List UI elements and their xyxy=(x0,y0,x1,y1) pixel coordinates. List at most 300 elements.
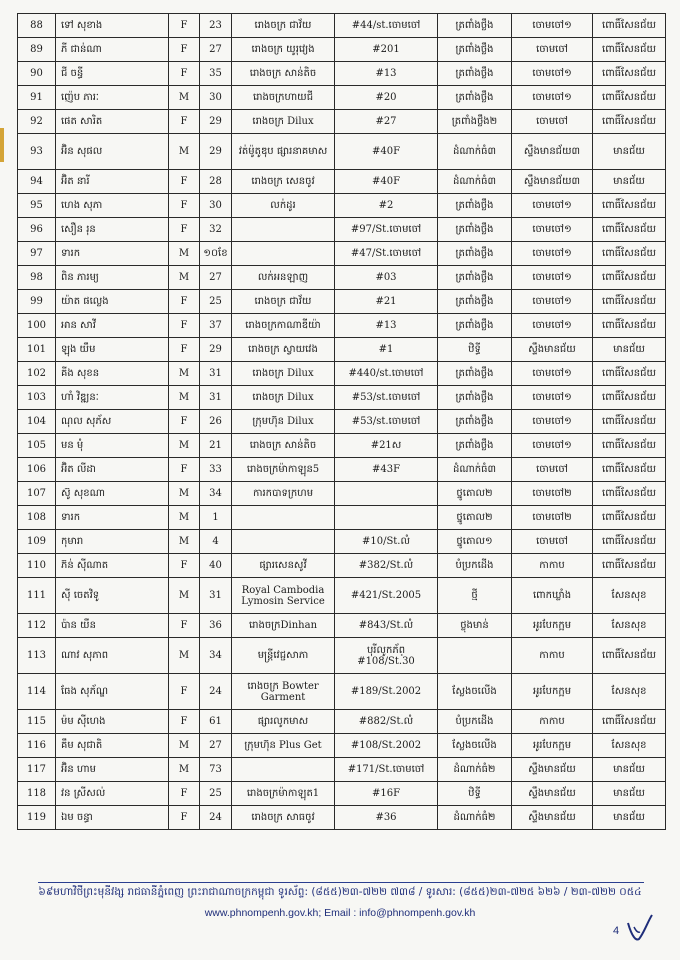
cell-district: ពោធិ៍សែនជ័យ xyxy=(593,86,666,110)
cell-address: #36 xyxy=(335,806,438,830)
cell-district: មានជ័យ xyxy=(593,782,666,806)
cell-commune: ស្ទឹងមានជ័យ xyxy=(512,806,593,830)
cell-name: ពិន ភារម្យ xyxy=(56,266,169,290)
cell-name: ណាវ សុភាព xyxy=(56,638,169,674)
table-row xyxy=(18,674,666,710)
cell-name: ប៉ាន យឺន xyxy=(56,614,169,638)
cell-village: ត្រពាំងថ្លឹង xyxy=(438,86,512,110)
cell-district: មានជ័យ xyxy=(593,758,666,782)
cell-village: ថ្នូតោល២ xyxy=(438,482,512,506)
table-row xyxy=(18,194,666,218)
cell-district: ពោធិ៍សែនជ័យ xyxy=(593,218,666,242)
cell-age: 30 xyxy=(200,194,232,218)
cell-address: #2 xyxy=(335,194,438,218)
table-row xyxy=(18,38,666,62)
cell-village: ថ្នូតោល២ xyxy=(438,506,512,530)
table-row xyxy=(18,86,666,110)
cell-name: គឹម សុជាតិ xyxy=(56,734,169,758)
page-number: 4 xyxy=(613,925,620,937)
cell-name: ញ៉េប ភារៈ xyxy=(56,86,169,110)
cell-age: 34 xyxy=(200,482,232,506)
cell-workplace: រោងចក្រម៉ាកាឡុត1 xyxy=(232,782,335,806)
table-row xyxy=(18,458,666,482)
cell-district: ពោធិ៍សែនជ័យ xyxy=(593,482,666,506)
cell-village: ត្រពាំងថ្លឹង xyxy=(438,266,512,290)
cell-village: ថ្មី xyxy=(438,578,512,614)
cell-address: #189/St.2002 xyxy=(335,674,438,710)
table-row xyxy=(18,314,666,338)
cell-sex: M xyxy=(169,734,200,758)
cell-age: 32 xyxy=(200,218,232,242)
table-row xyxy=(18,638,666,674)
cell-address: #171/St.ចោមចៅ xyxy=(335,758,438,782)
cell-name: ភី ជាន់ណា xyxy=(56,38,169,62)
cell-district: ពោធិ៍សែនជ័យ xyxy=(593,434,666,458)
table-row xyxy=(18,614,666,638)
cell-workplace: រោងចក្រកាណាឌីយ៉ា xyxy=(232,314,335,338)
cell-age: ១០ខែ xyxy=(200,242,232,266)
cell-district: ពោធិ៍សែនជ័យ xyxy=(593,710,666,734)
cell-workplace: រោងចក្រ សេនចូវ xyxy=(232,170,335,194)
cell-number: 91 xyxy=(18,86,56,110)
cell-age: 34 xyxy=(200,638,232,674)
cell-commune: ចោមចៅ១ xyxy=(512,290,593,314)
cell-age: 29 xyxy=(200,134,232,170)
cell-workplace xyxy=(232,218,335,242)
cell-workplace: លក់ដូរ xyxy=(232,194,335,218)
cell-name: ផេត សារិត xyxy=(56,110,169,134)
cell-address: #10/St.លំ xyxy=(335,530,438,554)
cell-number: 95 xyxy=(18,194,56,218)
cell-age: 27 xyxy=(200,266,232,290)
cell-sex: F xyxy=(169,38,200,62)
cell-age: 28 xyxy=(200,170,232,194)
cell-district: ពោធិ៍សែនជ័យ xyxy=(593,386,666,410)
cell-district: មានជ័យ xyxy=(593,806,666,830)
cell-address: #843/St.លំ xyxy=(335,614,438,638)
cell-commune: ចោមចៅ xyxy=(512,110,593,134)
cell-sex: F xyxy=(169,218,200,242)
cell-sex: F xyxy=(169,782,200,806)
cell-sex: M xyxy=(169,578,200,614)
cell-age: 23 xyxy=(200,14,232,38)
cell-address: #201 xyxy=(335,38,438,62)
cell-workplace: មន្ត្រីវេជ្ជសាភា xyxy=(232,638,335,674)
cell-district: ពោធិ៍សែនជ័យ xyxy=(593,62,666,86)
cell-address: #53/st.ចោមចៅ xyxy=(335,386,438,410)
cell-number: 97 xyxy=(18,242,56,266)
cell-commune: ចោមចៅ១ xyxy=(512,386,593,410)
cell-sex: F xyxy=(169,338,200,362)
table-row xyxy=(18,290,666,314)
cell-age: 61 xyxy=(200,710,232,734)
cell-age: 30 xyxy=(200,86,232,110)
table-row xyxy=(18,62,666,86)
cell-number: 104 xyxy=(18,410,56,434)
cell-commune: ចោមចៅ១ xyxy=(512,362,593,386)
cell-age: 33 xyxy=(200,458,232,482)
cell-name: ធែង សុភ័ណ្ឌ xyxy=(56,674,169,710)
cell-village: ស្លែងចលើង xyxy=(438,674,512,710)
cell-workplace: រោងចក្រ យូរុវ្យេង xyxy=(232,38,335,62)
cell-name: មន មុំ xyxy=(56,434,169,458)
cell-commune: ចោមចៅ១ xyxy=(512,194,593,218)
cell-number: 88 xyxy=(18,14,56,38)
cell-name: ទារក xyxy=(56,242,169,266)
cell-number: 116 xyxy=(18,734,56,758)
cell-village: ដំណាក់ធំ២ xyxy=(438,806,512,830)
cell-name: អ៊ិន ហាម xyxy=(56,758,169,782)
cell-commune: ចោមចៅ១ xyxy=(512,314,593,338)
cell-name: សឿន រុន xyxy=(56,218,169,242)
cell-commune: ស្ទឹងមានជ័យ xyxy=(512,758,593,782)
cell-commune: ស្ទឹងមានជ័យ៣ xyxy=(512,170,593,194)
cell-village: ត្រពាំងថ្លឹង xyxy=(438,410,512,434)
cell-sex: M xyxy=(169,386,200,410)
cell-age: 36 xyxy=(200,614,232,638)
cell-village: ត្រពាំងថ្លឹង xyxy=(438,194,512,218)
cell-village: ត្រពាំងថ្លឹង xyxy=(438,362,512,386)
cell-commune: ចោមចៅ១ xyxy=(512,86,593,110)
footer-address: ៦៩មហាវិថីព្រះមុនីវង្ស រាជធានីភ្នំពេញ ព្រះរាជាណាចក្រកម្ពុជា ទូរស័ព្ទ: (៨៥៥)២៣-៧២២ ៧៣៨ / ទូរសារ: (៨៥៥)២៣-៧២៥ ៦២៦ / ២៣-៧២២ ០៥៤ xyxy=(38,886,642,898)
cell-sex: F xyxy=(169,194,200,218)
cell-district: ពោធិ៍សែនជ័យ xyxy=(593,110,666,134)
table-row xyxy=(18,386,666,410)
cell-commune: ចោមចៅ១ xyxy=(512,242,593,266)
cell-number: 119 xyxy=(18,806,56,830)
cell-sex: F xyxy=(169,110,200,134)
cell-workplace: រោងចក្រ Dilux xyxy=(232,362,335,386)
cell-number: 109 xyxy=(18,530,56,554)
cell-age: 31 xyxy=(200,362,232,386)
cell-age: 73 xyxy=(200,758,232,782)
cell-age: 35 xyxy=(200,62,232,86)
cell-workplace: រោងចក្រ ជាវ័យ xyxy=(232,290,335,314)
cell-village: ដំណាក់ធំ៣ xyxy=(438,170,512,194)
cell-number: 99 xyxy=(18,290,56,314)
cell-workplace: Royal Cambodia Lymosin Service xyxy=(232,578,335,614)
cell-workplace xyxy=(232,242,335,266)
cell-sex: M xyxy=(169,86,200,110)
cell-district: មានជ័យ xyxy=(593,170,666,194)
cell-address: #20 xyxy=(335,86,438,110)
cell-village: ត្រពាំងថ្លឹង xyxy=(438,14,512,38)
cell-sex: M xyxy=(169,758,200,782)
cell-name: ទារក xyxy=(56,506,169,530)
cell-commune: ចោមចៅ១ xyxy=(512,266,593,290)
cell-workplace: រោងចក្រ សាន់តិច xyxy=(232,62,335,86)
cell-name: ឡុង យឹម xyxy=(56,338,169,362)
cell-workplace: រោងចក្រ Dilux xyxy=(232,110,335,134)
cell-age: 29 xyxy=(200,338,232,362)
cell-name: វន ស្រីសល់ xyxy=(56,782,169,806)
cell-commune: ចោមចៅ១ xyxy=(512,434,593,458)
cell-name: ស៊ី ចេតវិទូ xyxy=(56,578,169,614)
table-row xyxy=(18,506,666,530)
cell-name: អ៊ិត លីដា xyxy=(56,458,169,482)
cell-name: កុមារា xyxy=(56,530,169,554)
cell-sex: F xyxy=(169,458,200,482)
cell-workplace: រោងចក្រ Bowter Garment xyxy=(232,674,335,710)
cell-address: #13 xyxy=(335,314,438,338)
cell-workplace: រោងចក្រ Dilux xyxy=(232,386,335,410)
cell-number: 96 xyxy=(18,218,56,242)
cell-sex: F xyxy=(169,674,200,710)
cell-commune: កាកាប xyxy=(512,638,593,674)
cell-workplace xyxy=(232,758,335,782)
table-row xyxy=(18,782,666,806)
table-row xyxy=(18,170,666,194)
cell-workplace xyxy=(232,530,335,554)
cell-address: #1 xyxy=(335,338,438,362)
signature-mark xyxy=(624,913,654,945)
cell-number: 100 xyxy=(18,314,56,338)
cell-name: យ៉ាត ផល្លេង xyxy=(56,290,169,314)
cell-commune: អូរបែកក្អម xyxy=(512,674,593,710)
cell-village xyxy=(438,638,512,674)
cell-sex: F xyxy=(169,290,200,314)
cell-village: បំប្រកដើង xyxy=(438,710,512,734)
cell-name: ទៅ សុខាង xyxy=(56,14,169,38)
cell-workplace: ក្រុមហ៊ុន Dilux xyxy=(232,410,335,434)
cell-sex: F xyxy=(169,62,200,86)
cell-district: សែនសុខ xyxy=(593,578,666,614)
cell-village: ត្រពាំងថ្លឹង xyxy=(438,218,512,242)
table-row xyxy=(18,134,666,170)
margin-mark xyxy=(0,128,4,162)
footer-contact: www.phnompenh.gov.kh; Email : info@phnompenh.gov.kh xyxy=(204,907,476,919)
cell-age: 21 xyxy=(200,434,232,458)
cell-sex: F xyxy=(169,614,200,638)
cell-number: 111 xyxy=(18,578,56,614)
table-row xyxy=(18,710,666,734)
cell-sex: M xyxy=(169,242,200,266)
cell-sex: F xyxy=(169,710,200,734)
cell-district: សែនសុខ xyxy=(593,674,666,710)
cell-age: 31 xyxy=(200,386,232,410)
cell-sex: M xyxy=(169,638,200,674)
table-row xyxy=(18,482,666,506)
cell-number: 90 xyxy=(18,62,56,86)
cell-sex: M xyxy=(169,530,200,554)
case-roster-table xyxy=(17,13,666,830)
cell-address: #21 xyxy=(335,290,438,314)
table-row xyxy=(18,578,666,614)
cell-name: ជី ចន្ធី xyxy=(56,62,169,86)
cell-sex: F xyxy=(169,14,200,38)
cell-village: ត្រពាំងថ្លឹង xyxy=(438,386,512,410)
cell-address: #40F xyxy=(335,170,438,194)
cell-age: 24 xyxy=(200,806,232,830)
cell-workplace: រោងចក្រ សាធចូវ xyxy=(232,806,335,830)
cell-workplace: ក្រុមហ៊ុន Plus Get xyxy=(232,734,335,758)
cell-district: ពោធិ៍សែនជ័យ xyxy=(593,266,666,290)
cell-village: ថ្លុងមាន់ xyxy=(438,614,512,638)
cell-number: 112 xyxy=(18,614,56,638)
cell-number: 105 xyxy=(18,434,56,458)
cell-number: 94 xyxy=(18,170,56,194)
cell-age: 40 xyxy=(200,554,232,578)
cell-workplace: វត់ម៉ូតូឌុប ផ្សារនាគមាស xyxy=(232,134,335,170)
cell-number: 115 xyxy=(18,710,56,734)
cell-name: ណុល សុភ័ស xyxy=(56,410,169,434)
cell-commune: ចោមចៅ xyxy=(512,38,593,62)
cell-address: #97/St.ចោមចៅ xyxy=(335,218,438,242)
cell-village: ដំណាក់ធំ២ xyxy=(438,758,512,782)
table-row xyxy=(18,362,666,386)
cell-address: #03 xyxy=(335,266,438,290)
cell-age: 1 xyxy=(200,506,232,530)
cell-commune: ចោមចៅ១ xyxy=(512,62,593,86)
cell-age: 24 xyxy=(200,674,232,710)
cell-number: 89 xyxy=(18,38,56,62)
cell-age: 4 xyxy=(200,530,232,554)
cell-district: ពោធិ៍សែនជ័យ xyxy=(593,530,666,554)
cell-workplace: លក់អនឡាញ xyxy=(232,266,335,290)
cell-address: #53/st.ចោមចៅ xyxy=(335,410,438,434)
cell-district: ពោធិ៍សែនជ័យ xyxy=(593,506,666,530)
cell-address: #421/St.2005 xyxy=(335,578,438,614)
cell-district: ពោធិ៍សែនជ័យ xyxy=(593,410,666,434)
cell-number: 92 xyxy=(18,110,56,134)
roster-body xyxy=(18,14,666,830)
cell-address: #13 xyxy=(335,62,438,86)
cell-commune: ពោកឃ្លាំង xyxy=(512,578,593,614)
cell-district: ពោធិ៍សែនជ័យ xyxy=(593,194,666,218)
cell-name: អ៊ិត នារី xyxy=(56,170,169,194)
cell-age: 25 xyxy=(200,290,232,314)
cell-name: ភ៊ន់ ស៊ីណាត xyxy=(56,554,169,578)
cell-commune: ចោមចៅ១ xyxy=(512,14,593,38)
cell-district: សែនសុខ xyxy=(593,614,666,638)
cell-age: 29 xyxy=(200,110,232,134)
cell-sex: F xyxy=(169,554,200,578)
cell-commune: អូរបែកក្អម xyxy=(512,614,593,638)
cell-sex: M xyxy=(169,434,200,458)
table-row xyxy=(18,530,666,554)
cell-name: អាន សាវី xyxy=(56,314,169,338)
cell-sex: M xyxy=(169,134,200,170)
cell-address: #16F xyxy=(335,782,438,806)
cell-district: ពោធិ៍សែនជ័យ xyxy=(593,638,666,674)
table-row xyxy=(18,410,666,434)
cell-name: ហេង សុភា xyxy=(56,194,169,218)
cell-village: ត្រពាំងថ្លឹង xyxy=(438,434,512,458)
table-row xyxy=(18,806,666,830)
cell-sex: F xyxy=(169,806,200,830)
cell-workplace: រោងចក្រ សាន់តិច xyxy=(232,434,335,458)
cell-commune: ចោមចៅ xyxy=(512,530,593,554)
cell-number: 102 xyxy=(18,362,56,386)
cell-number: 118 xyxy=(18,782,56,806)
cell-address: #40F xyxy=(335,134,438,170)
cell-age: 25 xyxy=(200,782,232,806)
table-row xyxy=(18,758,666,782)
cell-sex: F xyxy=(169,314,200,338)
cell-district: ពោធិ៍សែនជ័យ xyxy=(593,290,666,314)
cell-sex: M xyxy=(169,362,200,386)
table-row xyxy=(18,14,666,38)
cell-address: #882/St.លំ xyxy=(335,710,438,734)
table-row xyxy=(18,554,666,578)
cell-address: #21ស xyxy=(335,434,438,458)
cell-name: ហាំ វិឌ្ឍនៈ xyxy=(56,386,169,410)
cell-district: ពោធិ៍សែនជ័យ xyxy=(593,362,666,386)
cell-workplace: រោងចក្រ ស្វាយវេង xyxy=(232,338,335,362)
cell-workplace: រោងចក្រDinhan xyxy=(232,614,335,638)
cell-name: ម៉ម ស៊ីហេង xyxy=(56,710,169,734)
cell-village: ត្រពាំងថ្លឹង xyxy=(438,62,512,86)
cell-age: 37 xyxy=(200,314,232,338)
cell-sex: M xyxy=(169,482,200,506)
cell-number: 114 xyxy=(18,674,56,710)
cell-village: ត្រពាំងថ្លឹង២ xyxy=(438,110,512,134)
cell-village: ដំណាក់ធំ៣ xyxy=(438,134,512,170)
cell-district: ពោធិ៍សែនជ័យ xyxy=(593,314,666,338)
cell-name: ស៊ូ សុខណា xyxy=(56,482,169,506)
cell-address xyxy=(335,506,438,530)
cell-sex: M xyxy=(169,506,200,530)
table-row xyxy=(18,218,666,242)
cell-commune: ចោមចៅ២ xyxy=(512,482,593,506)
cell-number: 117 xyxy=(18,758,56,782)
cell-village: ត្រពាំងថ្លឹង xyxy=(438,314,512,338)
cell-address: #27 xyxy=(335,110,438,134)
cell-commune: ស្ទឹងមានជ័យ xyxy=(512,338,593,362)
cell-district: ពោធិ៍សែនជ័យ xyxy=(593,242,666,266)
cell-number: 113 xyxy=(18,638,56,674)
cell-village: ដំណាក់ធំ៣ xyxy=(438,458,512,482)
cell-village: ថ្នូតោល១ xyxy=(438,530,512,554)
cell-commune: កាកាប xyxy=(512,554,593,578)
cell-address: #44/st.ចោមចៅ xyxy=(335,14,438,38)
cell-name: អ៊ិន សុផល xyxy=(56,134,169,170)
cell-workplace: រោងចក្រ ជាវ័យ xyxy=(232,14,335,38)
cell-commune: ចោមចៅ xyxy=(512,458,593,482)
cell-address: #47/St.ចោមចៅ xyxy=(335,242,438,266)
cell-number: 108 xyxy=(18,506,56,530)
cell-number: 103 xyxy=(18,386,56,410)
cell-workplace xyxy=(232,506,335,530)
cell-district: ពោធិ៍សែនជ័យ xyxy=(593,38,666,62)
cell-commune: ស្ទឹងមានជ័យ xyxy=(512,782,593,806)
cell-number: 93 xyxy=(18,134,56,170)
cell-village: ត្រពាំងថ្លឹង xyxy=(438,38,512,62)
cell-district: ពោធិ៍សែនជ័យ xyxy=(593,14,666,38)
cell-number: 106 xyxy=(18,458,56,482)
cell-number: 110 xyxy=(18,554,56,578)
table-row xyxy=(18,434,666,458)
cell-name: គីង សុខន xyxy=(56,362,169,386)
cell-commune: ចោមចៅ១ xyxy=(512,410,593,434)
cell-name: ឯម ចន្ធា xyxy=(56,806,169,830)
cell-workplace: រោងចក្រហាយជី xyxy=(232,86,335,110)
cell-village: ត្រពាំងថ្លឹង xyxy=(438,290,512,314)
cell-workplace: ការកបាទក្រហម xyxy=(232,482,335,506)
cell-district: មានជ័យ xyxy=(593,338,666,362)
cell-sex: F xyxy=(169,410,200,434)
cell-district: ពោធិ៍សែនជ័យ xyxy=(593,458,666,482)
cell-address: #43F xyxy=(335,458,438,482)
footer xyxy=(0,886,680,919)
cell-district: មានជ័យ xyxy=(593,134,666,170)
cell-district: ពោធិ៍សែនជ័យ xyxy=(593,554,666,578)
table-row xyxy=(18,266,666,290)
cell-district: សែនសុខ xyxy=(593,734,666,758)
cell-commune: ចោមចៅ១ xyxy=(512,218,593,242)
cell-number: 101 xyxy=(18,338,56,362)
cell-commune: កាកាប xyxy=(512,710,593,734)
